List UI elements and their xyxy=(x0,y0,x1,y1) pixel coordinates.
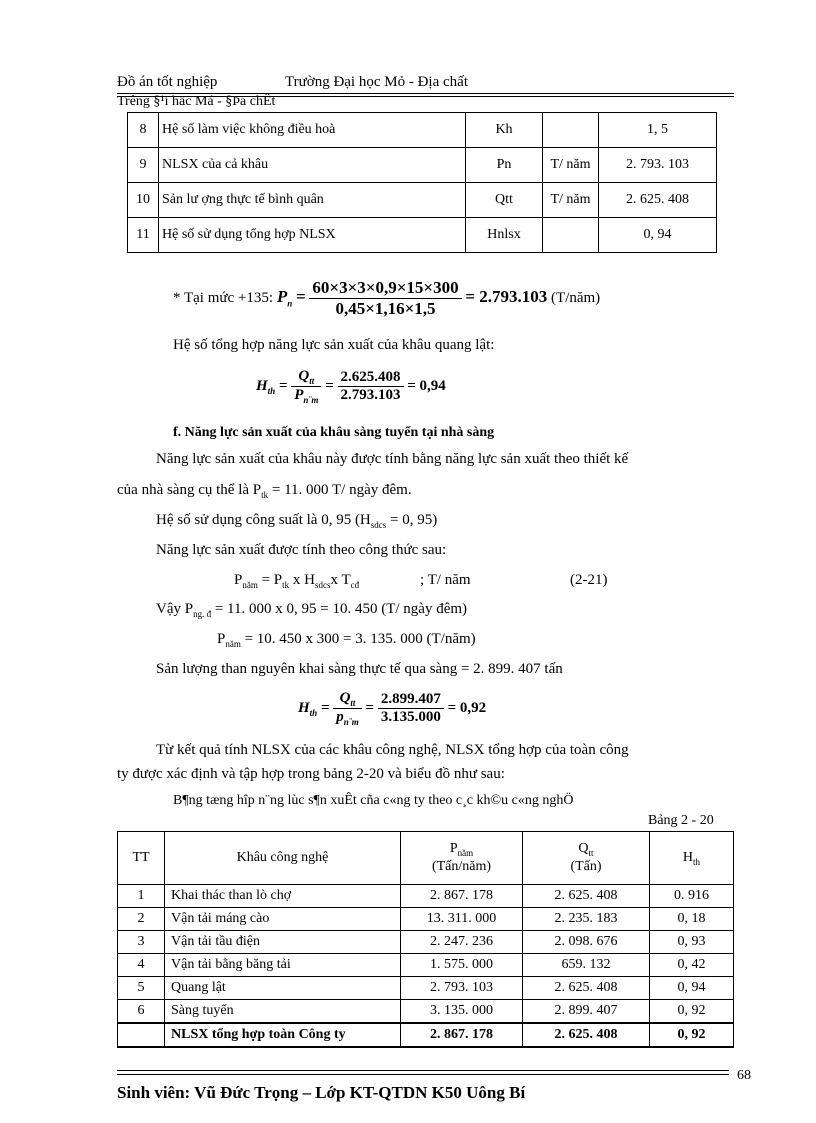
table-row: 4 Vận tải bằng băng tải 1. 575. 000 659. 132 0, 42 xyxy=(118,954,734,977)
school-name: Trường Đại học Mỏ - Địa chất xyxy=(285,74,468,90)
paragraph: Hệ số sử dụng công suất là 0, 95 ($H_{sdcs} = 0$, 95) xyxy=(156,512,438,530)
table-caption: B¶ng tæng hîp n¨ng lùc s¶n xuÊt cña c«ng ty theo c¸c kh©u c«ng nghÖ xyxy=(173,793,574,808)
formula-hth-quangla: $H_{th}$ = $\frac{Q_{tt}}{P_{n¨m}}$ = $\frac{2.625.408}{2.793.103}$ = 0,94 xyxy=(256,368,446,405)
indicator-table xyxy=(127,112,717,253)
footer-rule-2 xyxy=(117,1074,729,1075)
paragraph: Năng lực sản xuất được tính theo công thức sau: xyxy=(156,542,447,558)
paragraph: Hệ số tổng hợp năng lực sản xuất của khâu quang lật: xyxy=(173,337,495,353)
running-header xyxy=(117,74,468,91)
table-row: 11 Hệ số sử dụng tổng hợp NLSX Hnlsx 0, 94 xyxy=(128,218,717,253)
table-row: 3 Vận tải tầu điện 2. 247. 236 2. 098. 676 0, 93 xyxy=(118,931,734,954)
paragraph: Vậy $P_{ng. đ} = 11$. 000 x 0, 95 = 10. 450 (T/ ngày đêm) xyxy=(156,601,468,619)
table-row: 6 Sàng tuyển 3. 135. 000 2. 899. 407 0, 92 xyxy=(118,1000,734,1024)
table-label: Bảng 2 - 20 xyxy=(648,813,714,828)
page-number: 68 xyxy=(737,1068,751,1083)
header-h: $H_{th}$ xyxy=(650,832,734,885)
formula-unit: ; T/ năm xyxy=(420,572,471,588)
paragraph: $P_{năm} = 10$. 450 x 300 = 3. 135. 000 (T/năm) xyxy=(217,631,476,649)
formula-pn: * Tại mức +135: $P_n$ = $\frac{60\times 3\times 3\times 0,9\times 15\times 300}{0,45\times 1,16\times 1,5}$ = 2.793.103 (T/năm) xyxy=(173,278,601,318)
table-row: 1 Khai thác than lò chợ 2. 867. 178 2. 625. 408 0. 916 xyxy=(118,885,734,908)
paragraph: của nhà sàng cụ thể là $P_{tk} = 11$. 000 T/ ngày đêm. xyxy=(117,482,412,500)
footer-rule xyxy=(117,1070,729,1071)
equation-number: (2-21) xyxy=(570,572,608,588)
paragraph: Năng lực sản xuất của khâu này được tính bằng năng lực sản xuất theo thiết kế xyxy=(156,451,629,467)
header-q: $Q_{tt}$ (Tấn) xyxy=(523,832,650,885)
table-row: 9 NLSX của cả khâu Pn T/ năm 2. 793. 103 xyxy=(128,148,717,183)
paragraph: Từ kết quả tính NLSX của các khâu công nghệ, NLSX tổng hợp của toàn công xyxy=(156,742,629,758)
document-title: Đồ án tốt nghiệp xyxy=(117,74,218,90)
table-row: 2 Vận tải máng cào 13. 311. 000 2. 235. 183 0, 18 xyxy=(118,908,734,931)
formula-hth-sang: $H_{th}$ = $\frac{Q_{tt}}{p_{n¨m}}$ = $\frac{2.899.407}{3.135.000}$ = 0,92 xyxy=(298,690,487,727)
garbled-header: Trêng §¹i häc Má - §Þa chÊt xyxy=(117,94,276,109)
table-row: 5 Quang lật 2. 793. 103 2. 625. 408 0, 94 xyxy=(118,977,734,1000)
summary-table xyxy=(117,831,734,1048)
paragraph: ty được xác định và tập hợp trong bảng 2-20 và biểu đồ như sau: xyxy=(117,766,505,782)
table-row: 10 Sản lư ợng thực tế bình quân Qtt T/ năm 2. 625. 408 xyxy=(128,183,717,218)
header-tt: TT xyxy=(118,832,165,885)
section-heading: f. Năng lực sản xuất của khâu sàng tuyển tại nhà sàng xyxy=(173,425,495,440)
table-row: 8 Hệ số làm việc không điều hoà Kh 1, 5 xyxy=(128,113,717,148)
table-total-row: NLSX tổng hợp toàn Công ty 2. 867. 178 2. 625. 408 0, 92 xyxy=(118,1023,734,1047)
table-header-row xyxy=(118,832,734,885)
paragraph: Sản lượng than nguyên khai sàng thực tế qua sàng = 2. 899. 407 tấn xyxy=(156,661,563,677)
formula-pnam: $P_{năm} = P_{tk}$ x $H_{sdcs}x$ $T_{cđ}$ xyxy=(234,572,360,590)
footer-student: Sinh viên: Vũ Đức Trọng – Lớp KT-QTDN K50 Uông Bí xyxy=(117,1083,526,1102)
header-p: $P_{năm}$ (Tấn/năm) xyxy=(401,832,523,885)
header-name: Khâu công nghệ xyxy=(165,832,401,885)
